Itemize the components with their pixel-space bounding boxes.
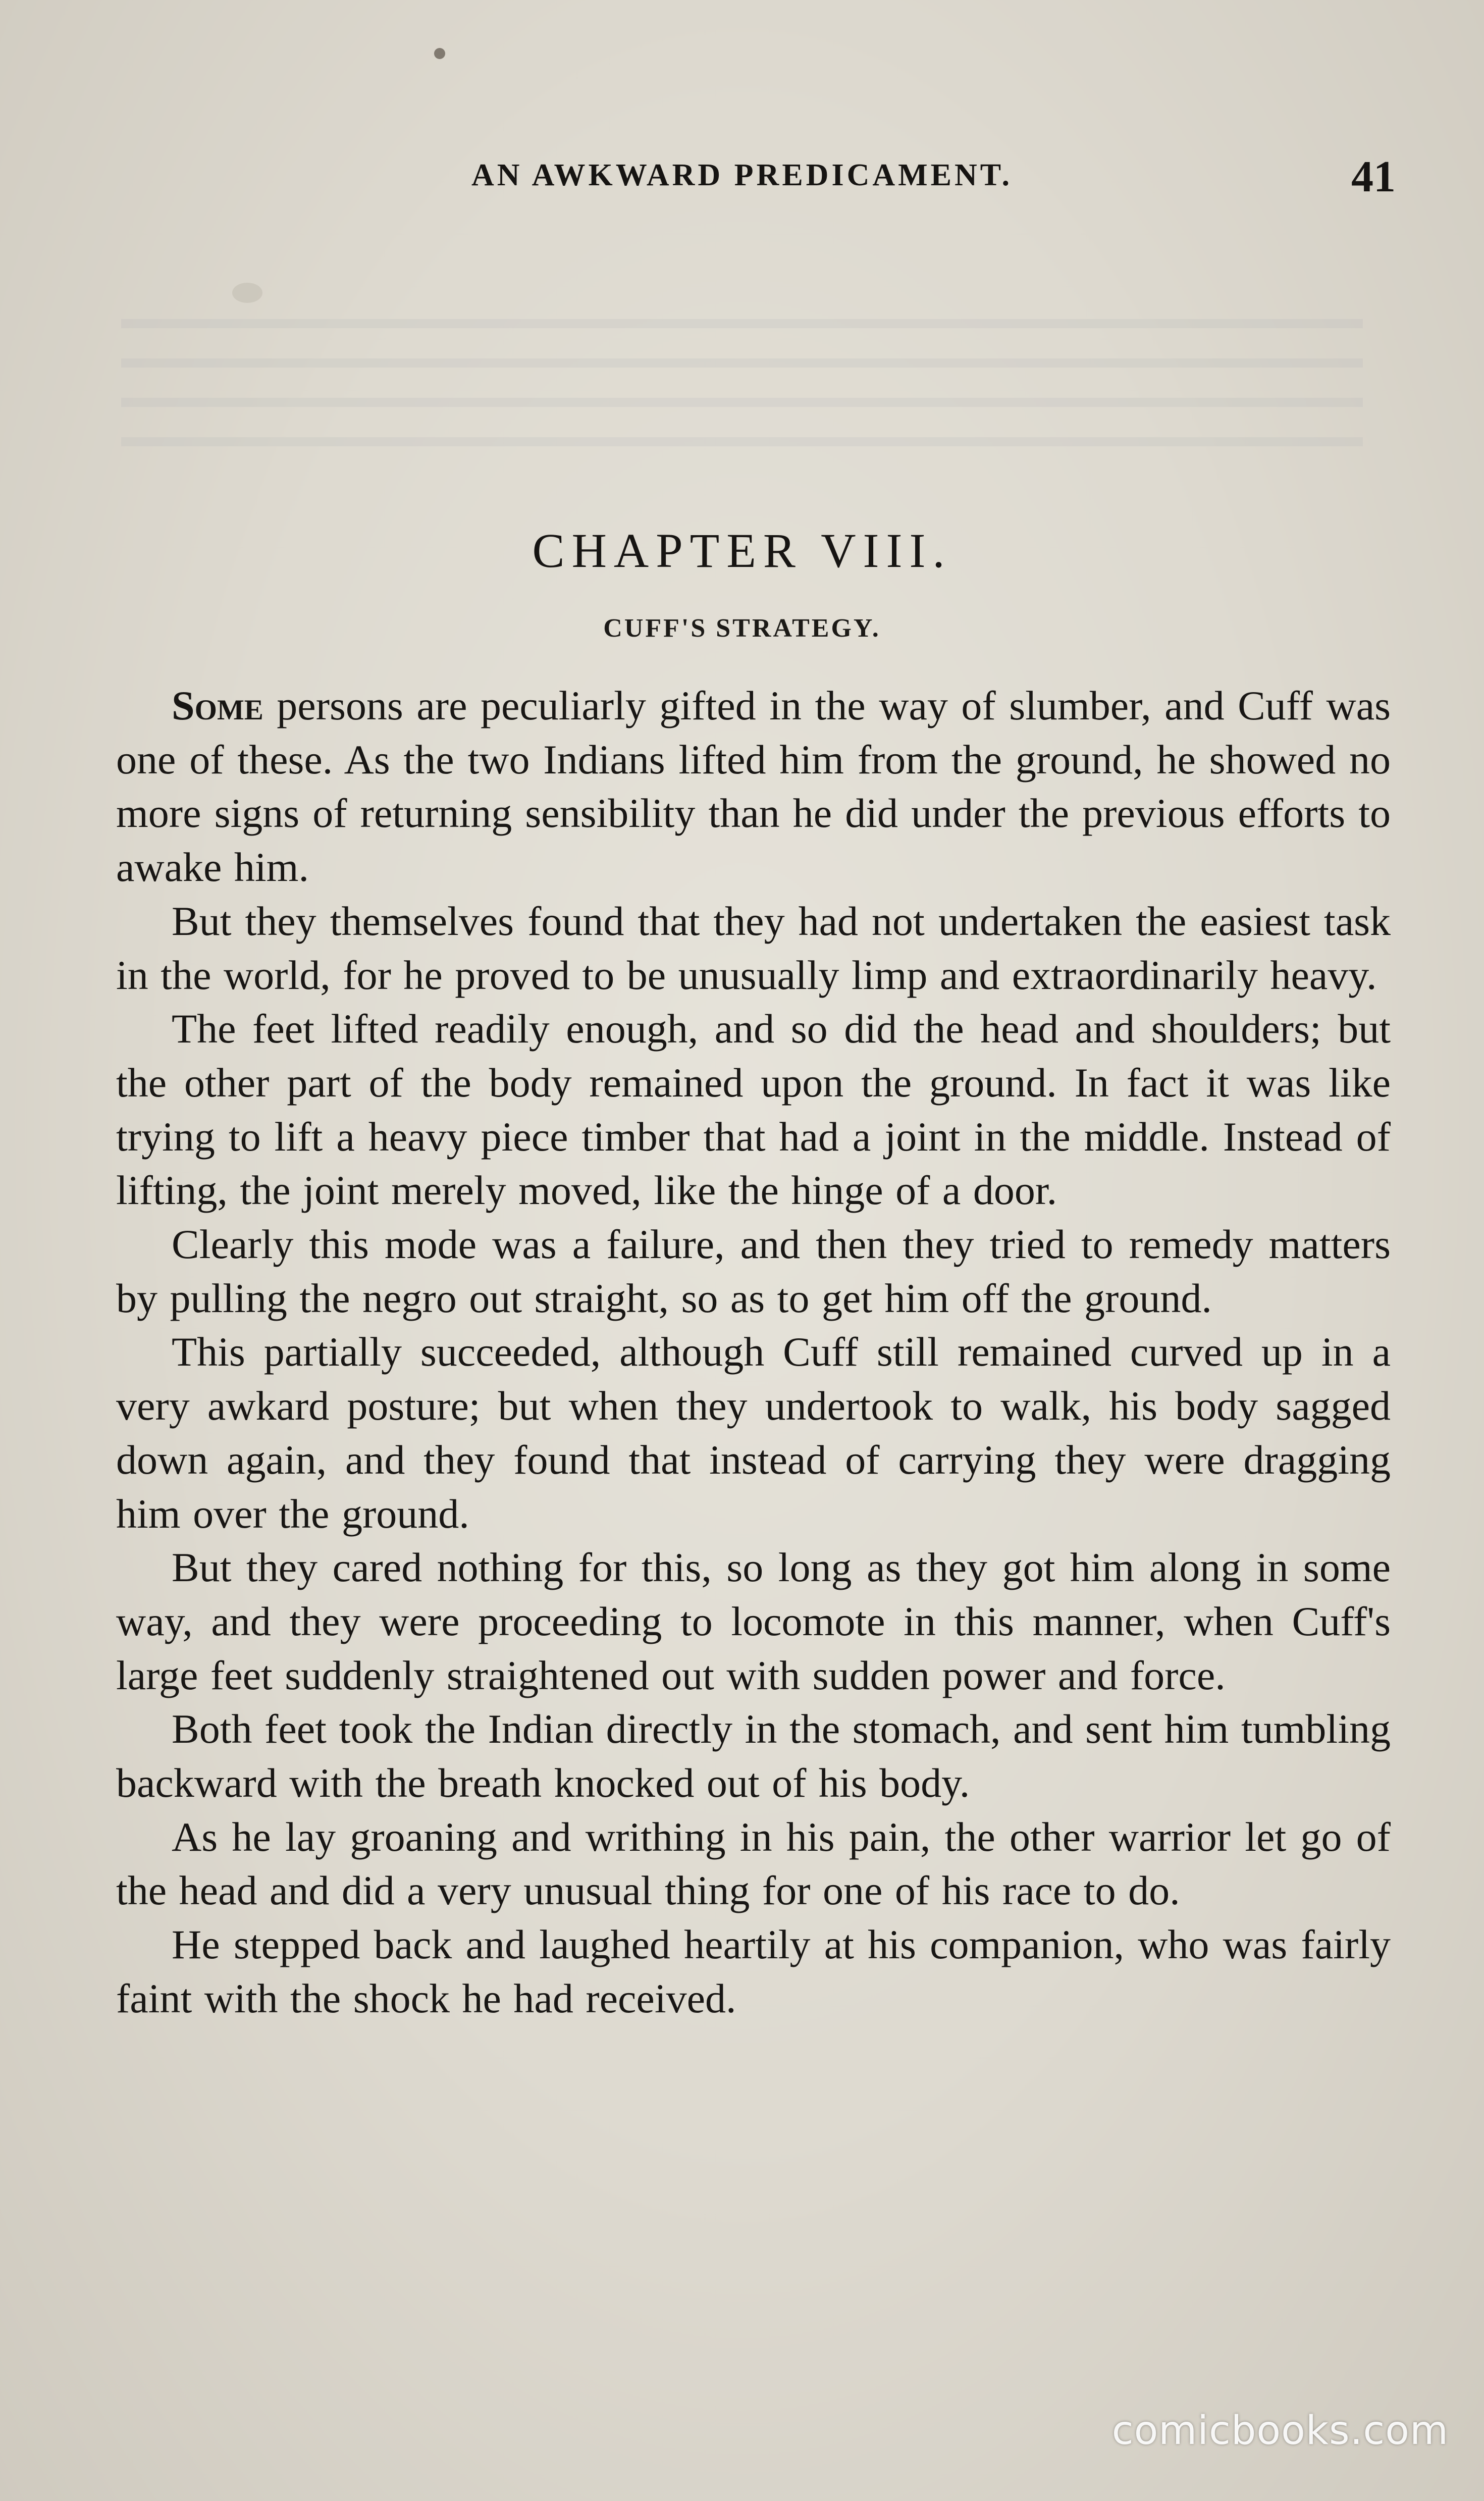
paragraph bbox=[116, 895, 1391, 1002]
paragraph bbox=[116, 1541, 1391, 1702]
paragraph-text: This partially succeeded, although Cuff still remained curved up in a very awkard posture; but when they undertook to walk, his body sagged down again, and they found that instead of carrying they were dragging him over the ground. bbox=[116, 1329, 1391, 1537]
paragraph-text: Both feet took the Indian directly in the stomach, and sent him tumbling backward with the breath knocked out of his body. bbox=[116, 1706, 1391, 1806]
chapter-title: CHAPTER VIII. bbox=[532, 524, 952, 578]
paragraph bbox=[116, 1218, 1391, 1325]
chapter-body bbox=[116, 679, 1391, 2026]
paragraph bbox=[116, 1702, 1391, 1810]
paragraph-text: He stepped back and laughed heartily at his companion, who was fairly faint with the shock he had received. bbox=[116, 1921, 1391, 2021]
paper-stain bbox=[232, 283, 262, 303]
running-head bbox=[0, 151, 1484, 212]
paragraph bbox=[116, 1325, 1391, 1541]
paragraph bbox=[116, 679, 1391, 895]
paragraph-text: persons are peculiarly gifted in the way of slumber, and Cuff was one of these. As the two Indians lifted him from the ground, he showed no more signs of returning sensibility than he did under the previous efforts to awake him. bbox=[116, 683, 1391, 891]
paragraph-lead-word: Some bbox=[172, 683, 263, 728]
paper-stain bbox=[434, 48, 445, 59]
paragraph-text: The feet lifted readily enough, and so did the head and shoulders; but the other part of the body remained upon the ground. In fact it was like trying to lift a heavy piece timber that had a joint in the middle. Instead of lifting, the joint merely moved, like the hinge of a door. bbox=[116, 1006, 1391, 1214]
chapter-subtitle: CUFF'S STRATEGY. bbox=[603, 614, 881, 643]
page-number: 41 bbox=[1351, 152, 1396, 201]
paragraph-text: But they cared nothing for this, so long as they got him along in some way, and they were proceeding to locomote in this manner, when Cuff's large feet suddenly straightened out with sudden power and force. bbox=[116, 1544, 1391, 1698]
paragraph-text: But they themselves found that they had not undertaken the easiest task in the world, for he proved to be unusually limp and extraordinarily heavy. bbox=[116, 898, 1391, 998]
paragraph-text: As he lay groaning and writhing in his pain, the other warrior let go of the head and did a very unusual thing for one of his race to do. bbox=[116, 1813, 1391, 1914]
paragraph bbox=[116, 1918, 1391, 2025]
running-title: AN AWKWARD PREDICAMENT. bbox=[471, 158, 1013, 192]
show-through-text bbox=[121, 242, 1363, 477]
watermark: comicbooks.com bbox=[1111, 2408, 1449, 2454]
paragraph bbox=[116, 1002, 1391, 1218]
paragraph-text: Clearly this mode was a failure, and then they tried to remedy matters by pulling the negro out straight, so as to get him off the ground. bbox=[116, 1221, 1391, 1321]
paragraph bbox=[116, 1810, 1391, 1918]
